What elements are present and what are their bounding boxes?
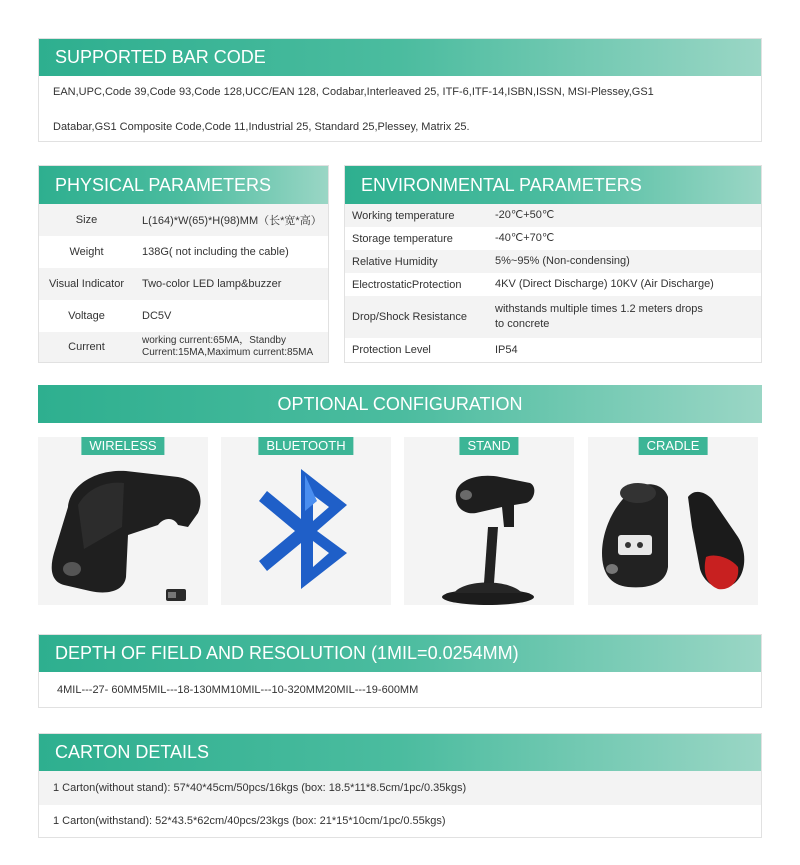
physical-parameters-section — [38, 165, 329, 363]
drop-line-1: withstands multiple times 1.2 meters drops — [495, 303, 703, 315]
table-row — [39, 332, 328, 362]
depth-of-field-section — [38, 634, 762, 708]
param-value: IP54 — [495, 343, 518, 356]
param-value — [485, 296, 761, 338]
carton-details-title: CARTON DETAILS — [39, 734, 761, 771]
option-label: WIRELESS — [81, 437, 164, 455]
physical-parameters-title: PHYSICAL PARAMETERS — [39, 166, 328, 204]
param-value: L(164)*W(65)*H(98)MM（长*宽*高） — [142, 215, 322, 227]
param-value: -40℃+70℃ — [495, 232, 555, 244]
param-label: Weight — [69, 246, 104, 258]
option-label: CRADLE — [639, 437, 708, 455]
wireless-scanner-icon — [38, 457, 208, 605]
current-line-1: working current:65MA，Standby — [142, 335, 286, 346]
carton-line-2: 1 Carton(withstand): 52*43.5*62cm/40pcs/23kgs (box: 21*15*10cm/1pc/0.55kgs) — [53, 815, 446, 827]
supported-barcode-section — [38, 38, 762, 142]
param-label: Relative Humidity — [352, 255, 438, 268]
option-stand — [404, 437, 574, 605]
param-label: Drop/Shock Resistance — [352, 311, 467, 323]
optional-configuration-title: OPTIONAL CONFIGURATION — [38, 385, 762, 423]
table-row — [345, 227, 761, 250]
table-row — [39, 204, 328, 236]
physical-parameters-table — [39, 204, 328, 362]
option-label: BLUETOOTH — [258, 437, 353, 455]
table-row — [39, 300, 328, 332]
param-value: 138G( not including the cable) — [142, 246, 289, 258]
drop-line-2: to concrete — [495, 318, 550, 330]
param-value: -20℃+50℃ — [495, 209, 555, 221]
table-row — [39, 236, 328, 268]
table-row — [345, 338, 761, 362]
param-label: Current — [68, 341, 105, 353]
environmental-parameters-section — [344, 165, 762, 363]
param-value: Two-color LED lamp&buzzer — [142, 278, 282, 290]
supported-barcode-title: SUPPORTED BAR CODE — [39, 39, 761, 76]
environmental-parameters-title: ENVIRONMENTAL PARAMETERS — [345, 166, 761, 204]
option-wireless — [38, 437, 208, 605]
barcode-line-1: EAN,UPC,Code 39,Code 93,Code 128,UCC/EAN 128, Codabar,Interleaved 25, ITF-6,ITF-14,ISBN,ISSN, MSI-Plessey,GS1 — [53, 86, 654, 98]
table-row — [39, 268, 328, 300]
param-value: DC5V — [142, 310, 172, 322]
barcode-line-2: Databar,GS1 Composite Code,Code 11,Industrial 25, Standard 25,Plessey, Matrix 25. — [39, 109, 761, 141]
param-label: Protection Level — [352, 344, 431, 356]
param-value: 5%~95% (Non-condensing) — [495, 255, 630, 267]
table-row — [345, 273, 761, 296]
table-row — [345, 204, 761, 227]
scanner-cradle-icon — [588, 457, 758, 605]
option-bluetooth — [221, 437, 391, 605]
carton-line-1: 1 Carton(without stand): 57*40*45cm/50pcs/16kgs (box: 18.5*11*8.5cm/1pc/0.35kgs) — [39, 771, 761, 805]
param-label: Visual Indicator — [48, 278, 124, 290]
bluetooth-icon — [221, 457, 391, 605]
param-label: Storage temperature — [352, 232, 453, 245]
param-value: 4KV (Direct Discharge) 10KV (Air Discharge) — [495, 278, 714, 290]
param-label: Voltage — [68, 310, 105, 322]
option-cradle — [588, 437, 758, 605]
environmental-parameters-table — [345, 204, 761, 362]
carton-details-section — [38, 733, 762, 838]
param-value — [134, 332, 328, 362]
current-line-2: Current:15MA,Maximum current:85MA — [142, 347, 314, 358]
depth-of-field-values: 4MIL---27- 60MM5MIL---18-130MM10MIL---10-320MM20MIL---19-600MM — [57, 684, 419, 696]
table-row — [345, 250, 761, 273]
depth-of-field-title: DEPTH OF FIELD AND RESOLUTION (1MIL=0.0254MM) — [39, 635, 761, 672]
param-label: Working temperature — [352, 209, 455, 222]
scanner-on-stand-icon — [404, 457, 574, 605]
table-row — [345, 296, 761, 338]
param-label: Size — [75, 214, 98, 226]
param-label: ElectrostaticProtection — [352, 278, 462, 291]
option-label: STAND — [459, 437, 518, 455]
